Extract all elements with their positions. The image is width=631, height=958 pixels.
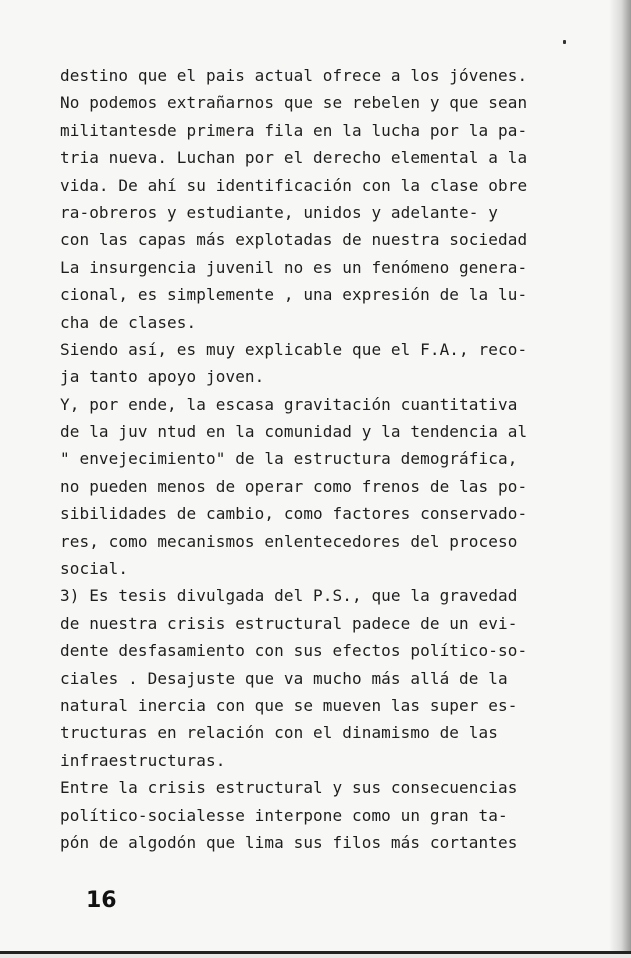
page-number: 16: [86, 888, 117, 913]
text-line: " envejecimiento" de la estructura demográfica,: [60, 449, 518, 469]
text-line: res, como mecanismos enlentecedores del proceso: [60, 531, 518, 551]
text-line: de nuestra crisis estructural padece de un evi-: [60, 613, 518, 633]
body-text: [60, 62, 605, 856]
page-edge-shadow: [609, 0, 631, 958]
text-line: tria nueva. Luchan por el derecho elemental a la: [60, 148, 528, 168]
text-line: Siendo así, es muy explicable que el F.A., reco-: [60, 339, 528, 359]
text-line: 3) Es tesis divulgada del P.S., que la gravedad: [60, 586, 518, 606]
text-line: cha de clases.: [60, 312, 197, 332]
text-line: destino que el pais actual ofrece a los jóvenes.: [60, 66, 528, 85]
text-line: Y, por ende, la escasa gravitación cuantitativa: [60, 394, 518, 414]
text-line: No podemos extrañarnos que se rebelen y que sean: [60, 93, 528, 113]
text-line: social.: [60, 559, 129, 579]
text-line: ra-obreros y estudiante, unidos y adelante- y: [60, 202, 498, 222]
text-line: ja tanto apoyo joven.: [60, 367, 265, 387]
text-line: pón de algodón que lima sus filos más cortantes: [60, 832, 518, 852]
bottom-margin: [0, 954, 631, 958]
text-line: cional, es simplemente , una expresión de la lu-: [60, 285, 528, 305]
text-line: infraestructuras.: [60, 750, 226, 770]
ink-speck: [563, 40, 566, 44]
text-line: militantesde primera fila en la lucha por la pa-: [60, 120, 528, 140]
text-line: ciales . Desajuste que va mucho más allá de la: [60, 668, 508, 688]
text-line: La insurgencia juvenil no es un fenómeno genera-: [60, 257, 528, 277]
text-line: sibilidades de cambio, como factores conservado-: [60, 504, 528, 524]
text-line: político-socialesse interpone como un gran ta-: [60, 805, 508, 825]
text-line: con las capas más explotadas de nuestra sociedad: [60, 230, 528, 250]
text-line: vida. De ahí su identificación con la clase obre: [60, 175, 528, 195]
text-line: Entre la crisis estructural y sus consecuencias: [60, 778, 518, 798]
text-line: dente desfasamiento con sus efectos político-so-: [60, 641, 528, 661]
text-line: tructuras en relación con el dinamismo de las: [60, 723, 498, 743]
text-line: natural inercia con que se mueven las super es-: [60, 695, 518, 715]
text-line: de la juv ntud en la comunidad y la tendencia al: [60, 422, 528, 442]
text-line: no pueden menos de operar como frenos de las po-: [60, 476, 528, 496]
